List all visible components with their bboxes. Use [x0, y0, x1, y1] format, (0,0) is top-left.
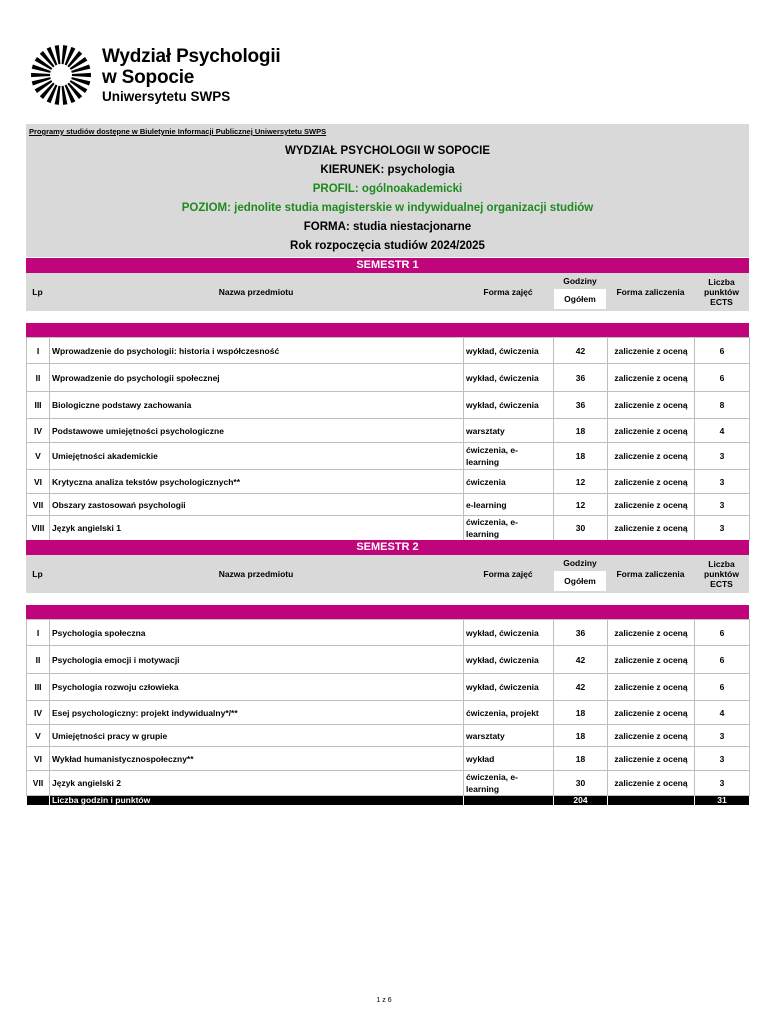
- course-forma: wykład, ćwiczenia: [464, 392, 554, 419]
- course-hours: 36: [554, 392, 608, 419]
- course-row: [27, 392, 750, 419]
- header-zaliczenie: Forma zaliczenia: [616, 569, 685, 579]
- header-nazwa: Nazwa przedmiotu: [218, 569, 294, 579]
- course-forma: warsztaty: [464, 419, 554, 443]
- bip-link[interactable]: Programy studiów dostępne w Biuletynie Informacji Publicznej Uniwersytetu SWPS: [29, 127, 327, 136]
- course-hours: 18: [554, 419, 608, 443]
- course-ects: 3: [695, 516, 750, 541]
- total-zaliczenie: [608, 796, 695, 806]
- course-zaliczenie: zaliczenie z oceną: [608, 470, 695, 494]
- header-forma: Forma zajęć: [483, 287, 533, 297]
- course-hours: 30: [554, 516, 608, 541]
- course-name: Biologiczne podstawy zachowania: [50, 392, 464, 419]
- program-header: [26, 124, 749, 257]
- course-name: Wprowadzenie do psychologii: historia i współczesność: [50, 338, 464, 364]
- course-name: Obszary zastosowań psychologii: [50, 494, 464, 516]
- total-hours: 204: [554, 796, 608, 806]
- header-forma: Forma zajęć: [483, 569, 533, 579]
- course-ects: 3: [695, 470, 750, 494]
- course-forma: wykład: [464, 747, 554, 771]
- forma-line: FORMA: studia niestacjonarne: [303, 221, 472, 233]
- course-zaliczenie: zaliczenie z oceną: [608, 338, 695, 364]
- header-lp: Lp: [32, 287, 43, 297]
- course-ects: 8: [695, 392, 750, 419]
- logo-line-1: Wydział Psychologii: [102, 45, 281, 67]
- faculty-title: WYDZIAŁ PSYCHOLOGII W SOPOCIE: [284, 145, 491, 157]
- course-hours: 42: [554, 338, 608, 364]
- course-lp: VI: [27, 747, 50, 771]
- course-row: [27, 771, 750, 796]
- course-hours: 12: [554, 494, 608, 516]
- sunburst-ray: [31, 73, 50, 77]
- course-row: [27, 674, 750, 701]
- course-ects: 3: [695, 725, 750, 747]
- course-name: Psychologia emocji i motywacji: [50, 646, 464, 674]
- logo-text: [102, 46, 281, 105]
- course-row: [27, 419, 750, 443]
- course-hours: 18: [554, 725, 608, 747]
- course-zaliczenie: zaliczenie z oceną: [608, 771, 695, 796]
- course-ects: 4: [695, 419, 750, 443]
- course-row: [27, 701, 750, 725]
- course-zaliczenie: zaliczenie z oceną: [608, 701, 695, 725]
- course-zaliczenie: zaliczenie z oceną: [608, 646, 695, 674]
- faculty-logo: [30, 44, 281, 106]
- course-forma: wykład, ćwiczenia: [464, 338, 554, 364]
- course-forma: ćwiczenia: [464, 470, 554, 494]
- course-lp: VI: [27, 470, 50, 494]
- course-ects: 6: [695, 646, 750, 674]
- course-name: Krytyczna analiza tekstów psychologicznych**: [50, 470, 464, 494]
- course-lp: III: [27, 392, 50, 419]
- total-row: [27, 796, 750, 806]
- rok-line: Rok rozpoczęcia studiów 2024/2025: [290, 240, 485, 252]
- sunburst-ray: [72, 73, 91, 77]
- course-row: [27, 620, 750, 646]
- course-forma: ćwiczenia, e-learning: [464, 771, 554, 796]
- header-nazwa: Nazwa przedmiotu: [218, 287, 294, 297]
- course-hours: 18: [554, 443, 608, 470]
- course-ects: 6: [695, 364, 750, 392]
- course-hours: 42: [554, 674, 608, 701]
- header-godziny: Godziny: [563, 276, 597, 286]
- course-hours: 42: [554, 646, 608, 674]
- course-hours: 36: [554, 620, 608, 646]
- course-forma: wykład, ćwiczenia: [464, 674, 554, 701]
- course-lp: VII: [27, 494, 50, 516]
- course-forma: wykład, ćwiczenia: [464, 364, 554, 392]
- course-lp: I: [27, 620, 50, 646]
- course-zaliczenie: zaliczenie z oceną: [608, 516, 695, 541]
- course-zaliczenie: zaliczenie z oceną: [608, 364, 695, 392]
- table-header: [26, 273, 749, 311]
- courses-table: [26, 337, 750, 551]
- total-lp: [27, 796, 50, 806]
- course-name: Psychologia rozwoju człowieka: [50, 674, 464, 701]
- course-row: [27, 516, 750, 541]
- logo-line-2: w Sopocie: [102, 66, 195, 88]
- course-row: [27, 725, 750, 747]
- course-name: Psychologia społeczna: [50, 620, 464, 646]
- semester-title: SEMESTR 2: [26, 540, 749, 555]
- header-ogolem: Ogółem: [554, 571, 606, 591]
- course-lp: V: [27, 725, 50, 747]
- course-forma: ćwiczenia, projekt: [464, 701, 554, 725]
- course-lp: IV: [27, 701, 50, 725]
- header-divider: [26, 605, 749, 619]
- header-godziny: Godziny: [563, 558, 597, 568]
- course-zaliczenie: zaliczenie z oceną: [608, 419, 695, 443]
- course-zaliczenie: zaliczenie z oceną: [608, 443, 695, 470]
- course-name: Umiejętności pracy w grupie: [50, 725, 464, 747]
- course-forma: wykład, ćwiczenia: [464, 620, 554, 646]
- logo-line-3: Uniwersytetu SWPS: [102, 88, 231, 104]
- course-lp: I: [27, 338, 50, 364]
- course-forma: ćwiczenia, e-learning: [464, 443, 554, 470]
- courses-table: [26, 619, 750, 806]
- course-row: [27, 646, 750, 674]
- course-ects: 3: [695, 494, 750, 516]
- course-forma: e-learning: [464, 494, 554, 516]
- course-row: [27, 747, 750, 771]
- course-hours: 30: [554, 771, 608, 796]
- course-lp: V: [27, 443, 50, 470]
- course-name: Esej psychologiczny: projekt indywidualny*/**: [50, 701, 464, 725]
- course-row: [27, 470, 750, 494]
- course-lp: VII: [27, 771, 50, 796]
- course-name: Wykład humanistycznospołeczny**: [50, 747, 464, 771]
- course-hours: 18: [554, 701, 608, 725]
- total-label: Liczba godzin i punktów: [50, 796, 464, 806]
- poziom-line: POZIOM: jednolite studia magisterskie w indywidualnej organizacji studiów: [181, 202, 594, 214]
- course-row: [27, 364, 750, 392]
- course-hours: 18: [554, 747, 608, 771]
- course-zaliczenie: zaliczenie z oceną: [608, 620, 695, 646]
- header-ects: Liczba punktów ECTS: [704, 559, 739, 589]
- course-lp: II: [27, 646, 50, 674]
- course-lp: VIII: [27, 516, 50, 541]
- page-number: 1 z 6: [376, 997, 392, 1004]
- swps-sunburst-icon: [30, 44, 92, 106]
- course-hours: 12: [554, 470, 608, 494]
- course-name: Umiejętności akademickie: [50, 443, 464, 470]
- course-forma: warsztaty: [464, 725, 554, 747]
- course-name: Wprowadzenie do psychologii społecznej: [50, 364, 464, 392]
- table-header: [26, 555, 749, 593]
- course-ects: 4: [695, 701, 750, 725]
- course-lp: IV: [27, 419, 50, 443]
- course-name: Język angielski 2: [50, 771, 464, 796]
- course-name: Język angielski 1: [50, 516, 464, 541]
- course-hours: 36: [554, 364, 608, 392]
- course-zaliczenie: zaliczenie z oceną: [608, 494, 695, 516]
- header-zaliczenie: Forma zaliczenia: [616, 287, 685, 297]
- course-ects: 6: [695, 620, 750, 646]
- course-ects: 6: [695, 674, 750, 701]
- course-zaliczenie: zaliczenie z oceną: [608, 674, 695, 701]
- profil-line: PROFIL: ogólnoakademicki: [312, 183, 463, 195]
- header-ogolem: Ogółem: [554, 289, 606, 309]
- semester-title: SEMESTR 1: [26, 258, 749, 273]
- course-forma: wykład, ćwiczenia: [464, 646, 554, 674]
- course-ects: 3: [695, 443, 750, 470]
- course-zaliczenie: zaliczenie z oceną: [608, 747, 695, 771]
- course-row: [27, 338, 750, 364]
- course-ects: 3: [695, 747, 750, 771]
- total-forma: [464, 796, 554, 806]
- header-lp: Lp: [32, 569, 43, 579]
- course-forma: ćwiczenia, e-learning: [464, 516, 554, 541]
- header-ects: Liczba punktów ECTS: [704, 277, 739, 307]
- course-zaliczenie: zaliczenie z oceną: [608, 392, 695, 419]
- header-divider: [26, 323, 749, 337]
- course-row: [27, 494, 750, 516]
- course-name: Podstawowe umiejętności psychologiczne: [50, 419, 464, 443]
- course-row: [27, 443, 750, 470]
- kierunek-line: KIERUNEK: psychologia: [320, 164, 455, 176]
- total-ects: 31: [695, 796, 750, 806]
- course-ects: 3: [695, 771, 750, 796]
- course-ects: 6: [695, 338, 750, 364]
- course-lp: II: [27, 364, 50, 392]
- course-zaliczenie: zaliczenie z oceną: [608, 725, 695, 747]
- course-lp: III: [27, 674, 50, 701]
